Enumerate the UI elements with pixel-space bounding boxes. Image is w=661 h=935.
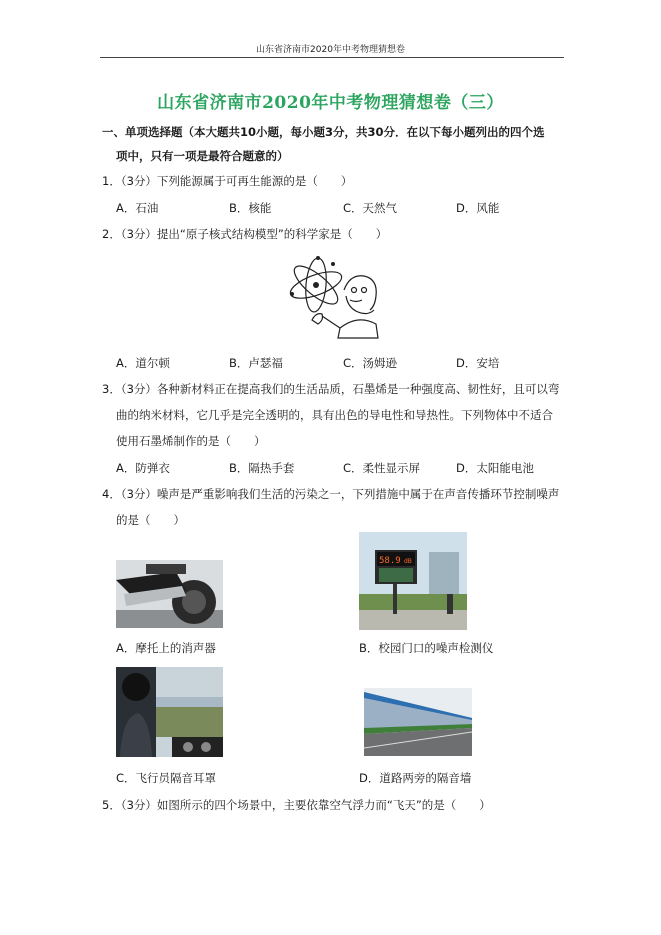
q4-option-b: B．校园门口的噪声检测仪 [359, 641, 494, 655]
sound-barrier-photo [364, 688, 472, 756]
q1-stem: 1．（3分）下列能源属于可再生能源的是（ ） [102, 174, 353, 188]
section-heading-line1: 一、单项选择题（本大题共10小题，每小题3分，共30分．在以下每小题列出的四个选 [102, 125, 545, 139]
noise-level-unit: dB [404, 558, 412, 565]
q3-option-a: A．防弹衣 [116, 461, 170, 475]
exam-title: 山东省济南市2020年中考物理猜想卷（三） [157, 93, 504, 113]
q1-option-c: C．天然气 [343, 201, 398, 215]
q1-option-d: D．风能 [456, 201, 500, 215]
q4-option-c: C．飞行员隔音耳罩 [116, 771, 217, 785]
q3-option-c: C．柔性显示屏 [343, 461, 421, 475]
section-heading-line2: 项中，只有一项是最符合题意的） [116, 149, 289, 163]
q4-stem-line1: 4．（3分）噪声是严重影响我们生活的污染之一，下列措施中属于在声音传播环节控制噪声 [102, 487, 560, 501]
q3-stem-line2: 曲的纳米材料，它几乎是完全透明的，具有出色的导电性和导热性。下列物体中不适合 [116, 408, 553, 422]
q3-option-b: B．隔热手套 [229, 461, 295, 475]
q3-option-d: D．太阳能电池 [456, 461, 534, 475]
motorcycle-muffler-photo [116, 560, 223, 628]
q4-stem-line2: 的是（ ） [116, 513, 185, 527]
header-divider [100, 57, 564, 58]
noise-level-readout: 58.9 [379, 556, 401, 566]
q3-stem-line1: 3．（3分）各种新材料正在提高我们的生活品质，石墨烯是一种强度高、韧性好，且可以弯 [102, 382, 560, 396]
q5-stem: 5．（3分）如图所示的四个场景中，主要依靠空气浮力而“飞天”的是（ ） [102, 798, 491, 812]
q2-stem: 2．（3分）提出“原子核式结构模型”的科学家是（ ） [102, 227, 388, 241]
q2-option-c: C．汤姆逊 [343, 356, 398, 370]
q1-option-a: A．石油 [116, 201, 159, 215]
noise-monitor-photo [359, 532, 467, 630]
rutherford-atom-illustration [284, 250, 379, 340]
q2-option-a: A．道尔顿 [116, 356, 170, 370]
q2-option-b: B．卢瑟福 [229, 356, 283, 370]
q3-stem-line3: 使用石墨烯制作的是（ ） [116, 434, 266, 448]
q4-option-d: D．道路两旁的隔音墙 [359, 771, 472, 785]
page-header: 山东省济南市2020年中考物理猜想卷 [256, 45, 405, 55]
pilot-earmuffs-photo [116, 667, 223, 757]
q4-option-a: A．摩托上的消声器 [116, 641, 216, 655]
q1-option-b: B．核能 [229, 201, 272, 215]
q2-option-d: D．安培 [456, 356, 500, 370]
